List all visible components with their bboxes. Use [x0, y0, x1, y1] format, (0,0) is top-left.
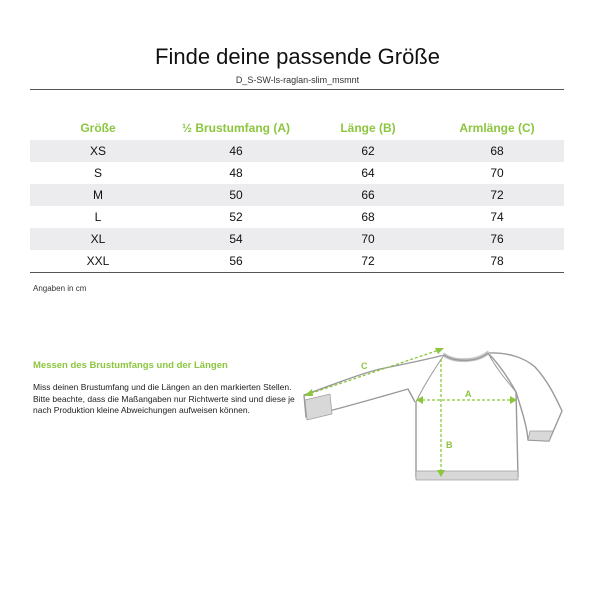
table-cell-sleeve: 68	[430, 140, 564, 162]
table-cell-chest: 52	[229, 210, 243, 224]
measure-line-c	[306, 349, 442, 395]
table-cell-chest: 48	[229, 166, 243, 180]
table-cell-length: 64	[361, 166, 375, 180]
table-row	[30, 184, 564, 206]
unit-note: Angaben in cm	[33, 284, 87, 293]
sweater-body	[416, 353, 518, 477]
table-cell-sleeve: 76	[430, 228, 564, 250]
raglan-seam	[488, 353, 516, 392]
sweater-diagram	[300, 338, 565, 493]
page-title: Finde deine passende Größe	[155, 44, 440, 69]
arrow-a-start	[416, 396, 423, 404]
column-header-length: Länge (B)	[340, 121, 396, 135]
table-cell-sleeve: 74	[490, 210, 504, 224]
measure-instruction-1: Miss deinen Brustumfang und die Längen an den markierten Stellen.	[33, 382, 292, 392]
label-b: B	[446, 440, 453, 450]
column-header-size: Größe	[80, 121, 116, 135]
table-cell-chest: 54	[166, 228, 306, 250]
table-cell-length: 70	[306, 228, 430, 250]
left-cuff	[305, 394, 332, 420]
measure-instruction-2: Bitte beachte, dass die Maßangaben nur Richtwerte sind und diese je nach Produktion kleine Abweichungen aufweisen können.	[33, 393, 295, 415]
table-cell-length: 62	[306, 140, 430, 162]
product-code: D_S-SW-ls-raglan-slim_msmnt	[235, 75, 360, 85]
table-cell-sleeve: 78	[430, 250, 564, 273]
table-row	[30, 140, 564, 162]
column-header-sleeve: Armlänge (C)	[459, 121, 535, 135]
table-cell-size: XXL	[30, 250, 166, 273]
table-cell-size: XS	[30, 140, 166, 162]
label-a: A	[465, 389, 472, 399]
table-cell-size: XL	[30, 228, 166, 250]
table-cell-size: S	[93, 166, 102, 180]
table-row	[30, 228, 564, 250]
table-cell-length: 72	[306, 250, 430, 273]
table-cell-sleeve: 70	[490, 166, 504, 180]
table-cell-chest: 50	[166, 184, 306, 206]
size-table-header	[30, 116, 564, 140]
table-cell-length: 66	[306, 184, 430, 206]
size-table	[30, 116, 564, 273]
measure-instructions	[33, 382, 303, 417]
table-cell-chest: 46	[166, 140, 306, 162]
table-cell-size: L	[94, 210, 102, 224]
raglan-seam	[416, 355, 444, 402]
table-cell-sleeve: 72	[430, 184, 564, 206]
hem	[416, 471, 518, 480]
arrow-c-start	[304, 389, 313, 396]
table-row	[30, 206, 564, 228]
title-divider	[30, 89, 564, 90]
table-cell-size: M	[30, 184, 166, 206]
table-row	[30, 162, 564, 184]
table-row	[30, 250, 564, 273]
measure-heading: Messen des Brustumfangs und der Längen	[33, 360, 228, 371]
label-c: C	[361, 361, 368, 371]
table-cell-chest: 56	[166, 250, 306, 273]
right-cuff	[528, 431, 553, 441]
table-cell-length: 68	[361, 210, 375, 224]
column-header-chest: ½ Brustumfang (A)	[182, 121, 290, 135]
